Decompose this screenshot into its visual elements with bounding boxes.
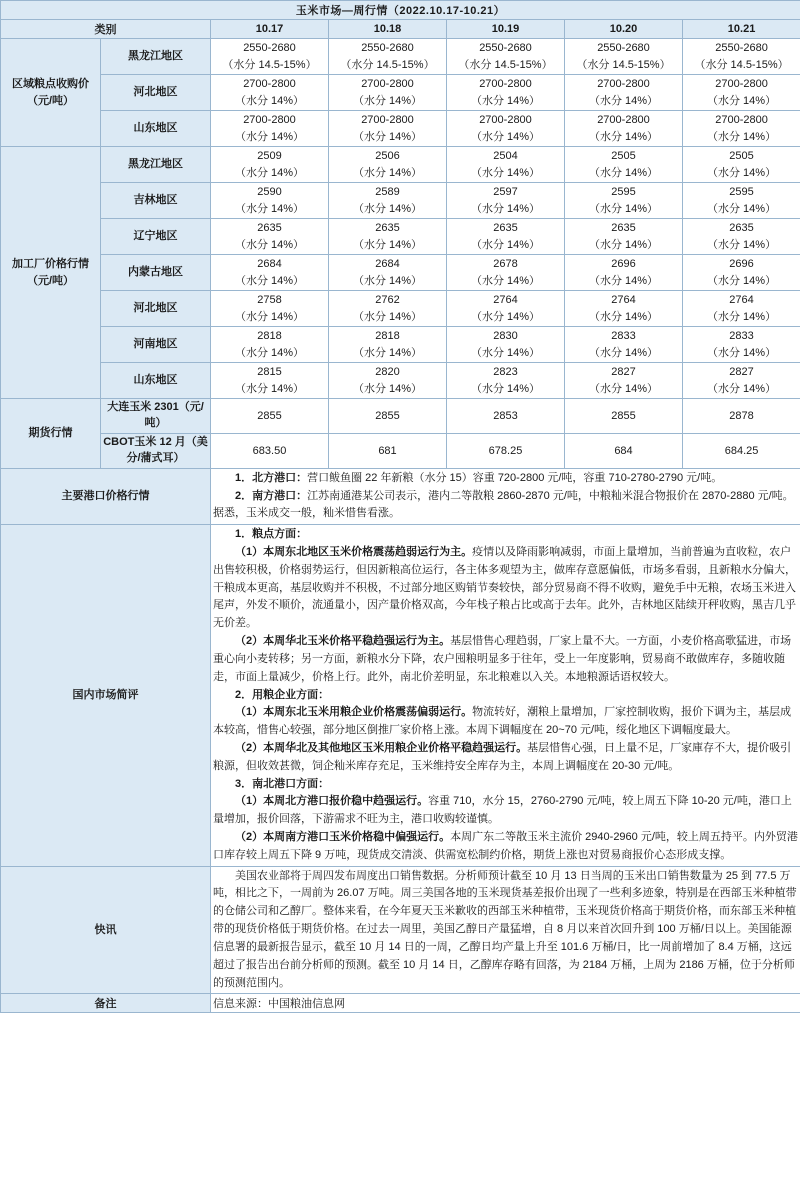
value-secondary: （水分 14%） bbox=[707, 238, 777, 251]
value-secondary: （水分 14%） bbox=[707, 130, 777, 143]
cell-value bbox=[683, 183, 800, 219]
value-secondary: （水分 14%） bbox=[352, 130, 423, 143]
cell-value bbox=[447, 291, 565, 327]
value-primary: 2700-2800 bbox=[597, 78, 650, 90]
cell-value: 683.50 bbox=[211, 433, 329, 468]
table-row bbox=[1, 291, 800, 327]
cell-value bbox=[683, 363, 800, 399]
row-label-plant-heilongjiang: 黑龙江地区 bbox=[101, 147, 211, 183]
cell-value: 2853 bbox=[447, 399, 565, 434]
value-primary: 2815 bbox=[257, 366, 282, 378]
section-label-text: 国内市场简评 bbox=[72, 689, 139, 702]
value-secondary: （水分 14%） bbox=[707, 274, 777, 287]
value-secondary: （水分 14%） bbox=[234, 202, 305, 215]
value-primary: 2827 bbox=[729, 366, 754, 378]
cell-value bbox=[329, 111, 447, 147]
value-secondary: （水分 14%） bbox=[234, 238, 305, 251]
value-primary: 2506 bbox=[375, 150, 400, 162]
review-paragraph-lead: （1）本周东北地区玉米价格震荡趋弱运行为主。 bbox=[235, 546, 473, 558]
value-secondary: （水分 14%） bbox=[588, 310, 659, 323]
value-primary: 2505 bbox=[611, 150, 636, 162]
section-label-ports bbox=[1, 468, 211, 524]
value-primary: 2696 bbox=[729, 258, 754, 270]
column-header-date-3: 10.19 bbox=[447, 20, 565, 39]
value-primary: 2684 bbox=[375, 258, 400, 270]
value-primary: 2700-2800 bbox=[479, 78, 532, 90]
section-label-region-purchase bbox=[1, 39, 101, 147]
cell-value bbox=[329, 75, 447, 111]
review-paragraph-body: 疫情以及降雨影响减弱，市面上量增加，当前普遍为直收粒，农户出售较积极，价格弱势运行，但因新粮高位运行，各主体多观望为主，做库存意愿偏低，市场多看弱，且新粮水分偏大，干粮成本更高，基层收购并不积极，不过部分地区购销节奏较快，部分贸易商不得不收购，避免手中无粮，农场玉米进入尾声，外发不顺价，流通量小，因产量价格双高，今年栈子粮占比或高于去年。此外，吉林地区陆续开秤收购，黑吉几乎无价差。 bbox=[213, 546, 796, 630]
cell-value bbox=[683, 147, 800, 183]
value-secondary: （水分 14%） bbox=[588, 238, 659, 251]
cell-value bbox=[211, 147, 329, 183]
ports-paragraph-2-body: 江苏南通港某公司表示，港内二等散粮 2860-2870 元/吨，中粮籼米混合物报价在 2870-2880 元/吨。 bbox=[307, 489, 794, 502]
review-paragraph bbox=[213, 687, 798, 705]
cell-value bbox=[447, 147, 565, 183]
cell-value bbox=[447, 363, 565, 399]
cell-value: 2878 bbox=[683, 399, 800, 434]
cell-value bbox=[565, 363, 683, 399]
section-label-text: 主要港口价格行情 bbox=[61, 490, 150, 503]
value-primary: 2818 bbox=[257, 330, 282, 342]
cell-value: 2855 bbox=[329, 399, 447, 434]
cell-value bbox=[211, 363, 329, 399]
cell-value bbox=[683, 219, 800, 255]
value-secondary: （水分 14%） bbox=[352, 202, 423, 215]
review-paragraph-lead: 2．用粮企业方面： bbox=[235, 688, 330, 701]
column-header-date-1: 10.17 bbox=[211, 20, 329, 39]
cell-value bbox=[683, 255, 800, 291]
column-header-date-2: 10.18 bbox=[329, 20, 447, 39]
review-paragraph-body: 物流转好，潮粮上量增加，厂家控制收购，报价下调为主，基层成本较高，惜售心较强，部分地区倒推厂家价格上涨。本周下调幅度在 20~70 元/吨，绥化地区下调幅度最大。 bbox=[213, 706, 792, 737]
row-label-plant-inner-mongolia: 内蒙古地区 bbox=[101, 255, 211, 291]
value-primary: 2762 bbox=[375, 294, 400, 306]
table-row bbox=[1, 327, 800, 363]
cell-value bbox=[447, 255, 565, 291]
cell-value: 2855 bbox=[211, 399, 329, 434]
section-label-text: 快讯 bbox=[94, 923, 117, 936]
review-paragraph bbox=[213, 793, 798, 829]
table-row bbox=[1, 111, 800, 147]
value-secondary: （水分 14%） bbox=[234, 346, 305, 359]
value-secondary: （水分 14%） bbox=[707, 94, 777, 107]
ports-paragraph-1-lead: 1．北方港口： bbox=[235, 471, 308, 484]
value-secondary: （水分 14%） bbox=[234, 130, 305, 143]
review-paragraph-body: 容重 710，水分 15，2760-2790 元/吨，较上周五下降 10-20 元/吨，港口上量增加，报价回落，下游需求不旺为主，港口收购较谨慎。 bbox=[213, 795, 792, 826]
cell-value bbox=[565, 291, 683, 327]
value-primary: 2550-2680 bbox=[361, 42, 414, 54]
ports-commentary bbox=[211, 468, 800, 524]
cell-value bbox=[683, 75, 800, 111]
table-row bbox=[1, 255, 800, 291]
remark-text: 信息来源：中国粮油信息网 bbox=[213, 998, 345, 1011]
review-paragraph bbox=[213, 776, 798, 794]
table-row bbox=[1, 399, 800, 434]
table-row bbox=[1, 994, 800, 1013]
cell-value bbox=[447, 75, 565, 111]
row-label-plant-shandong: 山东地区 bbox=[101, 363, 211, 399]
review-paragraph-lead: （2）本周南方港口玉米价格稳中偏强运行。 bbox=[235, 831, 451, 843]
table-row bbox=[1, 39, 800, 75]
value-secondary: （水分 14%） bbox=[707, 166, 777, 179]
review-paragraph bbox=[213, 633, 798, 686]
ports-paragraph-2 bbox=[213, 488, 798, 506]
value-primary: 2684 bbox=[257, 258, 282, 270]
remark-content bbox=[211, 994, 800, 1013]
cell-value bbox=[565, 183, 683, 219]
cell-value bbox=[447, 111, 565, 147]
value-primary: 2509 bbox=[257, 150, 282, 162]
value-primary: 2700-2800 bbox=[243, 114, 296, 126]
value-primary: 2758 bbox=[257, 294, 282, 306]
value-secondary: （水分 14%） bbox=[588, 202, 659, 215]
section-label-text: 区域粮点收购价（元/吨） bbox=[12, 78, 89, 107]
value-primary: 2833 bbox=[729, 330, 754, 342]
value-secondary: （水分 14%） bbox=[234, 94, 305, 107]
table-row bbox=[1, 525, 800, 866]
cell-value bbox=[447, 219, 565, 255]
review-paragraph-lead: （2）本周华北及其他地区玉米用粮企业价格平稳趋强运行。 bbox=[235, 741, 528, 754]
cell-value bbox=[211, 39, 329, 75]
section-label-domestic-review bbox=[1, 525, 211, 866]
value-primary: 2504 bbox=[493, 150, 518, 162]
cell-value bbox=[565, 75, 683, 111]
cell-value bbox=[447, 327, 565, 363]
table-row bbox=[1, 219, 800, 255]
cell-value bbox=[329, 255, 447, 291]
news-paragraph: 美国农业部将于周四发布周度出口销售数据。分析师预计截至 10 月 13 日当周的玉米出口销售数量为 25 到 77.5 万吨，相比之下，一周前为 26.07 万吨。周三美国各地的玉米现货基差报价出现了一些利多迹象，特别是在西部玉米种植带的仓储公司和乙醇厂。整体来看，在今年夏天玉米歉收的西部玉米种植带，玉米现货价格高于期货价格，而东部玉米种植带的现货价格低于期货价格。在过去一周里，美国乙醇日产量猛增，自 8 月以来首次回升到 100 万桶/日以上。美国能源信息署的最新报告显示，截至 10 月 14 日的一周，乙醇日均产量上升至 101.6 万桶/日，比一周前增加了 8.4 万桶，这远超过了报告出台前分析师的预测。截至 10 月 14 日，乙醇库存略有回落，为 2184 万桶，上周为 2186 万桶，位于分析师的预测范围内。 bbox=[213, 869, 797, 989]
review-paragraph-lead: （1）本周东北玉米用粮企业价格震荡偏弱运行。 bbox=[235, 706, 473, 719]
review-paragraph-body: 本周广东二等散玉米主流价 2940-2960 元/吨，较上周五持平。内外贸港口库存较上周五下降 9 万吨，现货成交清淡、供需宽松制约价格，期货上涨也对贸易商报价心态形成支撑。 bbox=[213, 831, 798, 861]
row-label-cbot-corn-dec: CBOT玉米 12 月（美分/蒲式耳） bbox=[101, 433, 211, 468]
table-row bbox=[1, 363, 800, 399]
value-secondary: （水分 14%） bbox=[470, 274, 541, 287]
cell-value bbox=[211, 291, 329, 327]
page-title: 玉米市场—周行情（2022.10.17-10.21） bbox=[1, 1, 800, 20]
value-primary: 2550-2680 bbox=[479, 42, 532, 54]
cell-value bbox=[329, 147, 447, 183]
value-primary: 2818 bbox=[375, 330, 400, 342]
value-secondary: （水分 14%） bbox=[470, 382, 541, 395]
cell-value bbox=[565, 219, 683, 255]
cell-value bbox=[683, 111, 800, 147]
review-paragraph bbox=[213, 704, 798, 740]
cell-value bbox=[329, 291, 447, 327]
column-header-date-4: 10.20 bbox=[565, 20, 683, 39]
value-secondary: （水分 14%） bbox=[707, 382, 777, 395]
cell-value bbox=[683, 39, 800, 75]
cell-value bbox=[211, 219, 329, 255]
value-secondary: （水分 14%） bbox=[234, 274, 305, 287]
report-title-row bbox=[1, 1, 800, 20]
value-secondary: （水分 14%） bbox=[352, 274, 423, 287]
value-primary: 2700-2800 bbox=[243, 78, 296, 90]
ports-paragraph-1 bbox=[213, 470, 798, 488]
row-label-plant-henan: 河南地区 bbox=[101, 327, 211, 363]
value-primary: 2550-2680 bbox=[243, 42, 296, 54]
value-primary: 2764 bbox=[611, 294, 636, 306]
table-row bbox=[1, 433, 800, 468]
value-secondary: （水分 14%） bbox=[707, 310, 777, 323]
value-secondary: （水分 14%） bbox=[470, 310, 541, 323]
value-primary: 2830 bbox=[493, 330, 518, 342]
column-header-category: 类别 bbox=[1, 20, 211, 39]
row-label-plant-liaoning: 辽宁地区 bbox=[101, 219, 211, 255]
row-label-dalian-corn-2301: 大连玉米 2301（元/吨） bbox=[101, 399, 211, 434]
value-primary: 2550-2680 bbox=[597, 42, 650, 54]
review-paragraph bbox=[213, 526, 798, 544]
value-primary: 2700-2800 bbox=[361, 78, 414, 90]
value-secondary: （水分 14%） bbox=[352, 166, 423, 179]
review-paragraph-body: 基层惜售心强，日上量不足，厂家庫存不大，提价吸引粮源，但收效甚微，饲企籼米库存充足，玉米维持安全库存为主，本周上调幅度在 20-30 元/吨。 bbox=[213, 741, 792, 772]
value-secondary: （水分 14.5-15%） bbox=[576, 58, 671, 71]
value-secondary: （水分 14.5-15%） bbox=[340, 58, 435, 71]
cell-value: 684.25 bbox=[683, 433, 800, 468]
section-label-futures bbox=[1, 399, 101, 469]
value-primary: 2820 bbox=[375, 366, 400, 378]
value-primary: 2635 bbox=[493, 222, 518, 234]
cell-value bbox=[329, 327, 447, 363]
value-primary: 2635 bbox=[375, 222, 400, 234]
value-primary: 2589 bbox=[375, 186, 400, 198]
cell-value bbox=[329, 39, 447, 75]
value-secondary: （水分 14%） bbox=[588, 382, 659, 395]
section-label-text: 备注 bbox=[94, 998, 117, 1011]
cell-value bbox=[565, 39, 683, 75]
row-label-region-hebei: 河北地区 bbox=[101, 75, 211, 111]
cell-value bbox=[329, 219, 447, 255]
table-row bbox=[1, 147, 800, 183]
value-secondary: （水分 14%） bbox=[352, 94, 423, 107]
value-secondary: （水分 14%） bbox=[588, 274, 659, 287]
news-content bbox=[211, 866, 800, 994]
cell-value bbox=[329, 363, 447, 399]
value-secondary: （水分 14%） bbox=[352, 238, 423, 251]
review-paragraph-lead: 3．南北港口方面： bbox=[235, 777, 330, 790]
value-primary: 2764 bbox=[493, 294, 518, 306]
value-primary: 2764 bbox=[729, 294, 754, 306]
cell-value bbox=[565, 111, 683, 147]
ports-paragraph-3-body: 据悉，玉米成交一般，籼米惜售看涨。 bbox=[213, 507, 400, 520]
cell-value bbox=[565, 147, 683, 183]
section-label-news bbox=[1, 866, 211, 994]
review-paragraph-lead: （1）本周北方港口报价稳中趋强运行。 bbox=[235, 795, 429, 808]
table-row bbox=[1, 183, 800, 219]
row-label-region-heilongjiang: 黑龙江地区 bbox=[101, 39, 211, 75]
domestic-review-commentary bbox=[211, 525, 800, 866]
value-primary: 2700-2800 bbox=[597, 114, 650, 126]
value-primary: 2700-2800 bbox=[715, 78, 768, 90]
value-secondary: （水分 14%） bbox=[470, 166, 541, 179]
section-label-text: 加工厂价格行情（元/吨） bbox=[12, 258, 89, 287]
value-secondary: （水分 14%） bbox=[588, 94, 659, 107]
value-primary: 2590 bbox=[257, 186, 282, 198]
value-secondary: （水分 14%） bbox=[588, 130, 659, 143]
value-primary: 2635 bbox=[611, 222, 636, 234]
value-secondary: （水分 14.5-15%） bbox=[458, 58, 553, 71]
value-primary: 2700-2800 bbox=[479, 114, 532, 126]
cell-value bbox=[683, 291, 800, 327]
cell-value: 678.25 bbox=[447, 433, 565, 468]
review-paragraph bbox=[213, 544, 798, 633]
ports-paragraph-1-body: 营口鲅鱼圈 22 年新粮（水分 15）容重 720-2800 元/吨，容重 710-2780-2790 元/吨。 bbox=[307, 471, 723, 484]
value-secondary: （水分 14%） bbox=[234, 310, 305, 323]
cell-value bbox=[447, 39, 565, 75]
value-secondary: （水分 14%） bbox=[352, 382, 423, 395]
value-primary: 2505 bbox=[729, 150, 754, 162]
row-label-plant-jilin: 吉林地区 bbox=[101, 183, 211, 219]
section-label-text: 期货行情 bbox=[28, 427, 73, 440]
row-label-plant-hebei: 河北地区 bbox=[101, 291, 211, 327]
value-primary: 2700-2800 bbox=[715, 114, 768, 126]
cell-value bbox=[565, 255, 683, 291]
value-secondary: （水分 14%） bbox=[470, 94, 541, 107]
value-primary: 2595 bbox=[729, 186, 754, 198]
table-header-row bbox=[1, 20, 800, 39]
value-secondary: （水分 14%） bbox=[234, 166, 305, 179]
value-primary: 2597 bbox=[493, 186, 518, 198]
cell-value: 684 bbox=[565, 433, 683, 468]
value-secondary: （水分 14%） bbox=[470, 346, 541, 359]
value-primary: 2595 bbox=[611, 186, 636, 198]
section-label-remark bbox=[1, 994, 211, 1013]
review-paragraph bbox=[213, 829, 798, 865]
value-secondary: （水分 14%） bbox=[352, 346, 423, 359]
row-label-region-shandong: 山东地区 bbox=[101, 111, 211, 147]
value-primary: 2833 bbox=[611, 330, 636, 342]
value-secondary: （水分 14%） bbox=[470, 202, 541, 215]
review-paragraph-lead: （2）本周华北玉米价格平稳趋强运行为主。 bbox=[235, 635, 451, 648]
ports-paragraph-2-lead: 2．南方港口： bbox=[235, 489, 308, 502]
cell-value bbox=[329, 183, 447, 219]
value-secondary: （水分 14%） bbox=[707, 346, 777, 359]
value-secondary: （水分 14.5-15%） bbox=[222, 58, 317, 71]
table-row bbox=[1, 75, 800, 111]
cell-value bbox=[683, 327, 800, 363]
cell-value bbox=[211, 111, 329, 147]
cell-value bbox=[447, 183, 565, 219]
value-primary: 2700-2800 bbox=[361, 114, 414, 126]
cell-value bbox=[211, 75, 329, 111]
value-primary: 2550-2680 bbox=[715, 42, 768, 54]
value-secondary: （水分 14%） bbox=[588, 166, 659, 179]
value-secondary: （水分 14%） bbox=[352, 310, 423, 323]
value-primary: 2827 bbox=[611, 366, 636, 378]
cell-value: 2855 bbox=[565, 399, 683, 434]
cell-value: 681 bbox=[329, 433, 447, 468]
value-secondary: （水分 14%） bbox=[470, 238, 541, 251]
cell-value bbox=[211, 327, 329, 363]
value-primary: 2635 bbox=[729, 222, 754, 234]
review-paragraph bbox=[213, 740, 798, 776]
table-row bbox=[1, 468, 800, 524]
cell-value bbox=[211, 183, 329, 219]
value-primary: 2635 bbox=[257, 222, 282, 234]
table-row bbox=[1, 866, 800, 994]
value-primary: 2696 bbox=[611, 258, 636, 270]
value-secondary: （水分 14%） bbox=[234, 382, 305, 395]
section-label-processing-plant bbox=[1, 147, 101, 399]
value-primary: 2678 bbox=[493, 258, 518, 270]
review-paragraph-body: 基层惜售心理趋弱，厂家上量不大。一方面，小麦价格高歌猛进，市场重心向小麦转移；另一方面，新粮水分下降，农户囤粮明显多于往年，受上一年度影响，贸易商不敢做库存，多随收随走，市面上量减少，价格上行。此外，南北价差明显，东北粮难以入关。本地粮源话语权较大。 bbox=[213, 635, 792, 683]
cell-value bbox=[565, 327, 683, 363]
value-secondary: （水分 14%） bbox=[588, 346, 659, 359]
value-secondary: （水分 14%） bbox=[470, 130, 541, 143]
column-header-date-5: 10.21 bbox=[683, 20, 800, 39]
cell-value bbox=[211, 255, 329, 291]
value-secondary: （水分 14.5-15%） bbox=[694, 58, 789, 71]
value-primary: 2823 bbox=[493, 366, 518, 378]
ports-paragraph-3 bbox=[213, 505, 798, 523]
value-secondary: （水分 14%） bbox=[707, 202, 777, 215]
review-paragraph-lead: 1．粮点方面： bbox=[235, 528, 308, 541]
